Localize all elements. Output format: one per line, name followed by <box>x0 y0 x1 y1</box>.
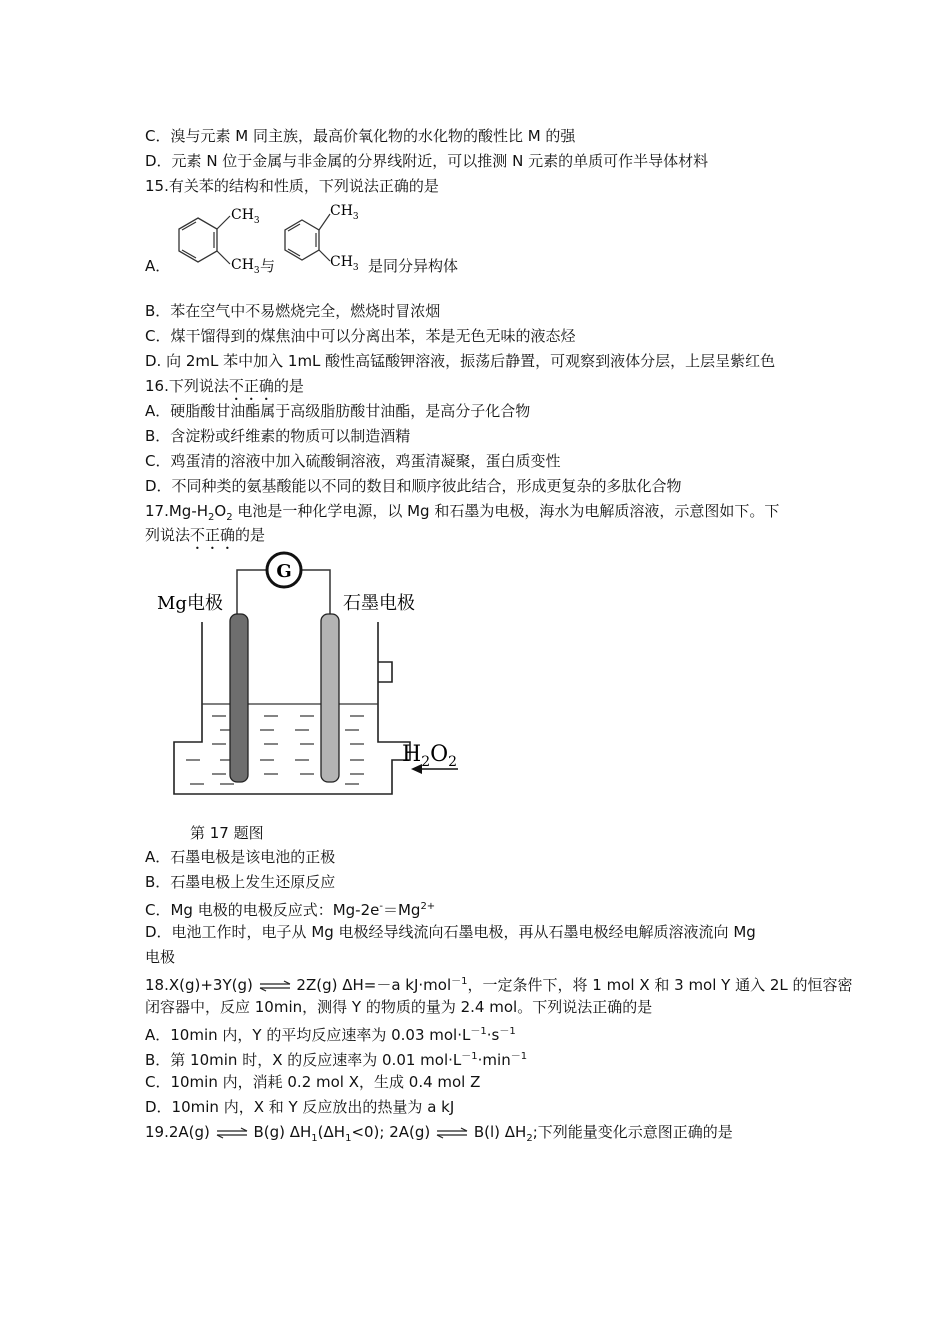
svg-text:G: G <box>276 561 292 582</box>
q19-stem: 19.2A(g) B(g) $\Delta H_1(\Delta H_1<0)$; 2A(g) B(l) $\Delta H_2$;下列能量变化示意图正确的是 <box>145 1123 733 1144</box>
q17-option-d-line2: 电极 <box>145 948 176 966</box>
q17-option-d-line1: D．电池工作时，电子从 Mg 电极经导线流向石墨电极，再从石墨电极经电解质溶液流向 Mg <box>145 923 756 941</box>
q18-option-d: D．10min 内，X 和 Y 反应放出的热量为 a kJ <box>145 1098 455 1116</box>
q16-option-b: B．含淀粉或纤维素的物质可以制造酒精 <box>145 427 411 445</box>
q17-stem-line2: 列说法不正确的是 <box>145 526 266 544</box>
q15-option-b: B．苯在空气中不易燃烧完全，燃烧时冒浓烟 <box>145 302 441 320</box>
q15-option-a-label: A． <box>145 257 171 275</box>
svg-text:CH3: $CH_3$ <box>231 257 260 275</box>
q15-option-d: D. 向 2mL 苯中加入 1mL 酸性高锰酸钾溶液，振荡后静置，可观察到液体分层，上层呈紫红色 <box>145 352 776 370</box>
battery-diagram <box>150 548 480 798</box>
q16-option-c: C．鸡蛋清的溶液中加入硫酸铜溶液，鸡蛋清凝聚，蛋白质变性 <box>145 452 561 470</box>
equilibrium-arrow-icon <box>258 980 292 992</box>
svg-text:CH3: $CH_3$ <box>330 254 359 273</box>
emphasis-not-correct: 不正确 <box>228 377 274 395</box>
q18-option-a: A．10min 内，Y 的平均反应速率为 0.03 $mol\cdot L^{-1}\cdot s^{-1}$ <box>145 1026 516 1044</box>
q17-option-a: A．石墨电极是该电池的正极 <box>145 848 336 866</box>
svg-text:CH3: $CH_3$ <box>330 203 359 222</box>
q14-option-d: D．元素 N 位于金属与非金属的分界线附近，可以推测 N 元素的单质可作半导体材料 <box>145 152 709 170</box>
emphasis-not-correct: 不正确 <box>190 526 236 544</box>
o-xylene-structure-2 <box>278 200 373 275</box>
q15-option-a <box>145 200 485 280</box>
mg-electrode <box>230 614 248 782</box>
q16-stem: 16.下列说法不正确的是 <box>145 377 304 395</box>
svg-text:CH3: $CH_3$ <box>231 207 260 226</box>
q15-option-a-tail: 是同分异构体 <box>368 257 459 275</box>
q15-option-a-and: 与 <box>260 257 276 275</box>
graphite-electrode-label: 石墨电极 <box>343 593 415 614</box>
q15-stem: 15.有关苯的结构和性质，下列说法正确的是 <box>145 177 439 195</box>
h2o2-label: $H_2O_2$ <box>402 742 458 770</box>
equilibrium-arrow-icon <box>215 1127 249 1139</box>
figure-caption: 第 17 题图 <box>190 824 264 842</box>
q17-option-b: B．石墨电极上发生还原反应 <box>145 873 336 891</box>
graphite-electrode <box>321 614 339 782</box>
q18-stem-line1: 18.X(g)+3Y(g) 2Z(g) ΔH=－a kJ·mol$^{-1}$，一定条件下，将 1 mol X 和 3 mol Y 通入 2L 的恒容密 <box>145 976 853 994</box>
mg-electrode-label: Mg电极 <box>157 593 223 614</box>
q17-stem-line1: $17.Mg-H_2O_2$ 电池是一种化学电源，以 Mg 和石墨为电极，海水为电解质溶液，示意图如下。下 <box>145 502 780 523</box>
q14-option-c: C．溴与元素 M 同主族，最高价氧化物的水化物的酸性比 M 的强 <box>145 127 576 145</box>
q16-option-d: D．不同种类的氨基酸能以不同的数目和顺序彼此结合，形成更复杂的多肽化合物 <box>145 477 682 495</box>
q15-option-c: C．煤干馏得到的煤焦油中可以分离出苯，苯是无色无味的液态烃 <box>145 327 576 345</box>
equilibrium-arrow-icon <box>435 1127 469 1139</box>
q18-option-b: B．第 10min 时，X 的反应速率为 0.01 $mol\cdot L^{-1}\cdot\min^{-1}$ <box>145 1051 528 1069</box>
q18-stem-line2: 闭容器中，反应 10min，测得 Y 的物质的量为 2.4 mol。下列说法正确的是 <box>145 998 653 1016</box>
q16-option-a: A．硬脂酸甘油酯属于高级脂肪酸甘油酯，是高分子化合物 <box>145 402 531 420</box>
q17-option-c: C．Mg 电极的电极反应式：$Mg-2e^-=Mg^{2+}$ <box>145 901 436 919</box>
q18-option-c: C．10min 内，消耗 0.2 mol X，生成 0.4 mol Z <box>145 1073 481 1091</box>
